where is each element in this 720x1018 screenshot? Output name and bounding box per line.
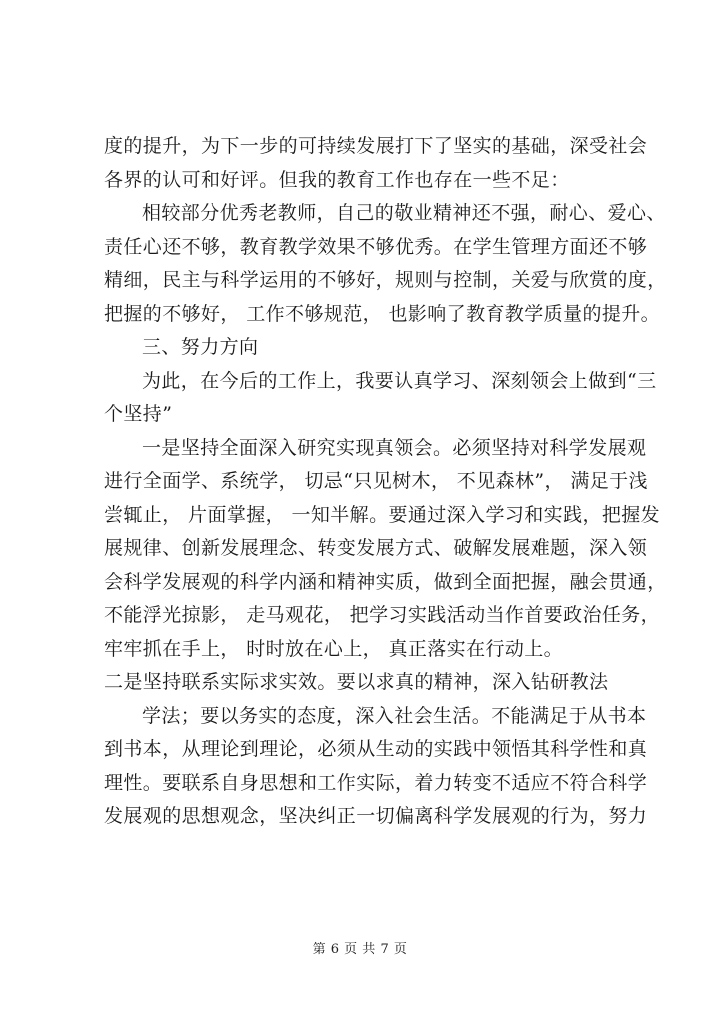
- text-line: 精细，民主与科学运用的不够好，规则与控制，关爱与欣赏的度，: [104, 269, 667, 291]
- text-line: 度的提升，为下一步的可持续发展打下了坚实的基础，深受社会: [104, 135, 648, 157]
- text-line: 进行全面学、系统学， 切忌“只见树木， 不见森林”， 满足于浅: [104, 470, 648, 492]
- body-text: [104, 130, 667, 834]
- text-line: 学法；要以务实的态度，深入社会生活。不能满足于从书本: [142, 704, 647, 727]
- text-line: 牢牢抓在手上， 时时放在心上， 真正落实在行动上。: [104, 637, 564, 660]
- text-line: 展规律、创新发展理念、转变发展方式、破解发展难题，深入领: [104, 537, 648, 559]
- text-line: 二是坚持联系实际求实效。要以求真的精神，深入钻研教法: [104, 671, 609, 693]
- text-line: 一是坚持全面深入研究实现真领会。必须坚持对科学发展观: [142, 436, 647, 459]
- text-line: 把握的不够好， 工作不够规范， 也影响了教育教学质量的提升。: [104, 302, 661, 325]
- text-line: 尝辄止， 片面掌握， 一知半解。要通过深入学习和实践，把握发: [104, 503, 661, 526]
- text-line: 发展观的思想观念，坚决纠正一切偏离科学发展观的行为，努力: [104, 805, 648, 827]
- text-line: 各界的认可和好评。但我的教育工作也存在一些不足：: [104, 168, 570, 191]
- text-line: 三、努力方向: [142, 336, 259, 358]
- text-line: 责任心还不够，教育教学效果不够优秀。在学生管理方面还不够: [104, 235, 648, 258]
- text-line: 不能浮光掠影， 走马观花， 把学习实践活动当作首要政治任务，: [104, 604, 661, 626]
- text-line: 到书本，从理论到理论，必须从生动的实践中领悟其科学性和真: [104, 738, 648, 760]
- text-line: 为此，在今后的工作上，我要认真学习、深刻领会上做到“三: [142, 369, 657, 392]
- text-line: 理性。要联系自身思想和工作实际，着力转变不适应不符合科学: [104, 771, 648, 794]
- text-line: 会科学发展观的科学内涵和精神实质，做到全面把握，融会贯通，: [104, 570, 667, 593]
- text-line: 相较部分优秀老教师，自己的敬业精神还不强，耐心、爱心、: [142, 202, 666, 224]
- text-line: 个坚持”: [104, 403, 173, 425]
- page-footer: 第 6 页 共 7 页: [312, 942, 408, 957]
